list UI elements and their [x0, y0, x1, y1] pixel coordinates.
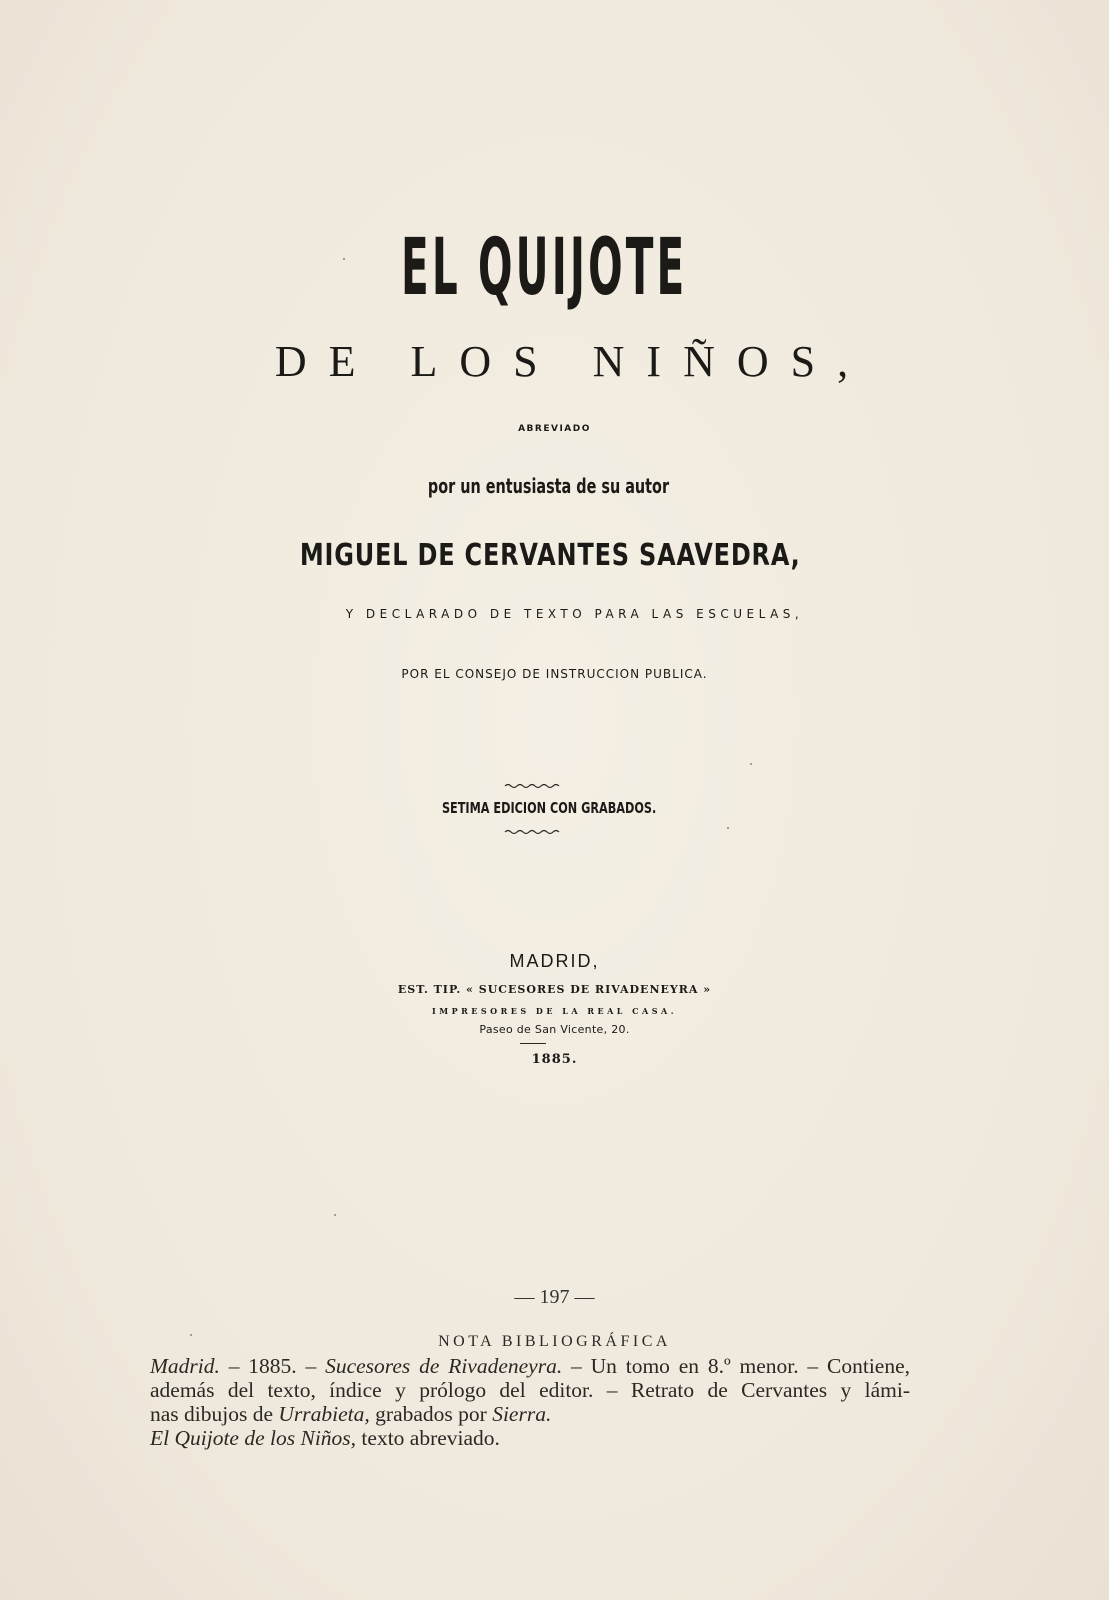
author-name: MIGUEL DE CERVANTES SAAVEDRA,: [299, 538, 801, 573]
nota-text: El Quijote de los Niños,: [150, 1426, 357, 1450]
title-subtitle: DE LOS NIÑOS,: [274, 337, 871, 386]
nota-text: nas dibujos de: [150, 1402, 279, 1426]
nota-text: grabados por: [369, 1402, 493, 1426]
nota-text: Madrid.: [150, 1354, 220, 1378]
imprint-printer: EST. TIP. « SUCESORES DE RIVADENEYRA »: [397, 983, 712, 996]
ornament-rule-top: [504, 783, 560, 789]
nota-body: [150, 1354, 910, 1450]
author-intro: por un entusiasta de su autor: [427, 474, 670, 498]
nota-text: Sucesores de Rivadeneyra.: [325, 1354, 563, 1378]
nota-text: Urrabieta,: [278, 1402, 370, 1426]
nota-text: Sierra.: [492, 1402, 552, 1426]
nota-heading: NOTA BIBLIOGRÁFICA: [438, 1333, 671, 1350]
nota-line-3: [150, 1402, 910, 1426]
paper-speck: [727, 827, 729, 829]
nota-line-2: además del texto, índice y prólogo del editor. – Retrato de Cervantes y lámi-: [150, 1378, 910, 1402]
nota-line-4: [150, 1426, 910, 1450]
paper-speck: [334, 1214, 336, 1216]
imprint-impresores: IMPRESORES DE LA REAL CASA.: [431, 1006, 678, 1016]
edition-line: SETIMA EDICION CON GRABADOS.: [441, 799, 657, 817]
title-main: EL QUIJOTE: [401, 223, 688, 313]
nota-text: – Un tomo en 8.º menor. – Contiene,: [562, 1354, 911, 1378]
imprint-city: MADRID,: [509, 951, 600, 971]
imprint-divider: [520, 1043, 546, 1044]
declarado-line: Y DECLARADO DE TEXTO PARA LAS ESCUELAS,: [345, 607, 804, 621]
paper-speck: [190, 1334, 192, 1336]
nota-text: texto abreviado.: [356, 1426, 500, 1450]
consejo-line: POR EL CONSEJO DE INSTRUCCION PUBLICA.: [401, 667, 708, 681]
imprint-year: 1885.: [531, 1052, 578, 1067]
nota-line-1: [150, 1354, 910, 1378]
nota-text: – 1885. –: [219, 1354, 326, 1378]
page-number: — 197 —: [514, 1286, 595, 1308]
paper-speck: [343, 258, 345, 260]
ornament-rule-bottom: [504, 829, 560, 835]
abreviado-label: ABREVIADO: [518, 424, 591, 434]
paper-speck: [750, 763, 752, 765]
imprint-address: Paseo de San Vicente, 20.: [479, 1023, 630, 1036]
